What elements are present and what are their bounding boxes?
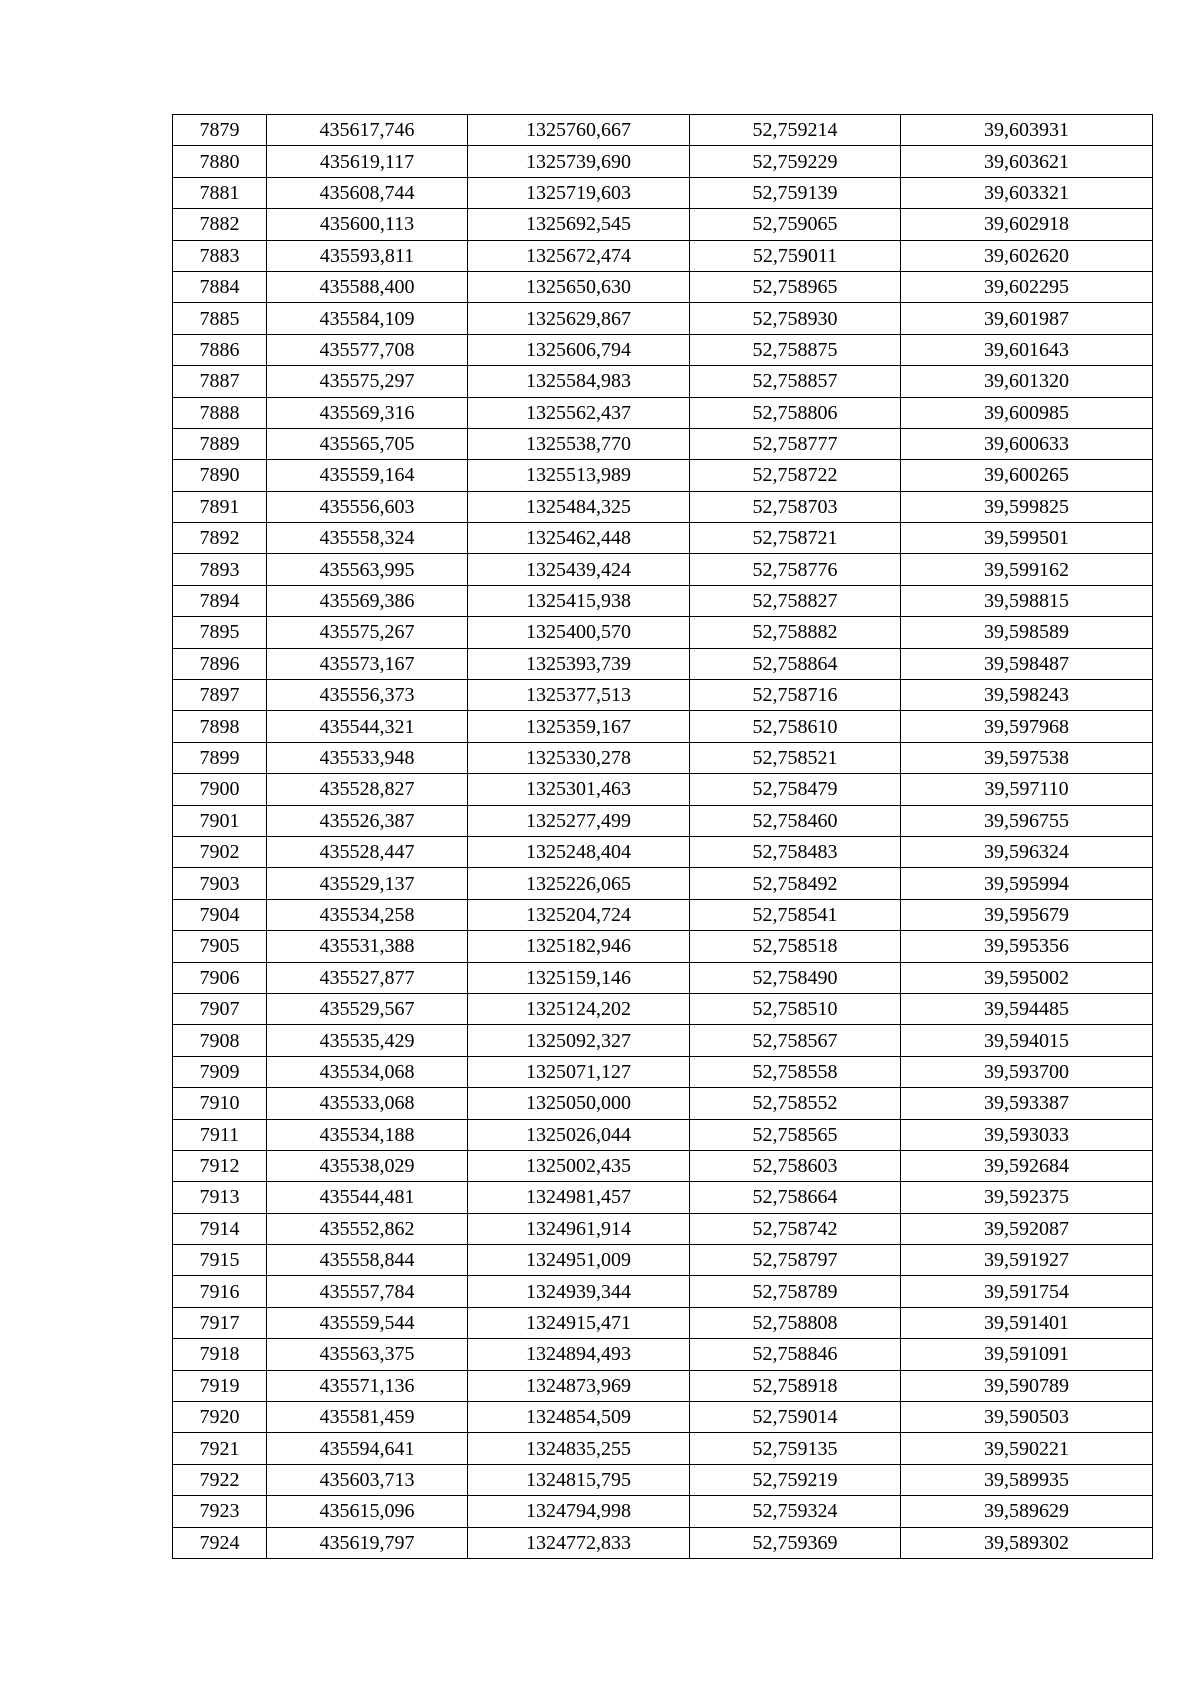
latitude-cell: 52,758558 bbox=[690, 1056, 901, 1087]
y-coordinate-cell: 1325692,545 bbox=[468, 209, 690, 240]
y-coordinate-cell: 1325484,325 bbox=[468, 491, 690, 522]
x-coordinate-cell: 435557,784 bbox=[267, 1276, 468, 1307]
x-coordinate-cell: 435581,459 bbox=[267, 1402, 468, 1433]
longitude-cell: 39,598815 bbox=[901, 585, 1153, 616]
table-row bbox=[173, 303, 1153, 334]
table-row bbox=[173, 1464, 1153, 1495]
x-coordinate-cell: 435569,386 bbox=[267, 585, 468, 616]
y-coordinate-cell: 1325248,404 bbox=[468, 836, 690, 867]
latitude-cell: 52,759214 bbox=[690, 115, 901, 146]
x-coordinate-cell: 435534,068 bbox=[267, 1056, 468, 1087]
x-coordinate-cell: 435535,429 bbox=[267, 1025, 468, 1056]
longitude-cell: 39,598487 bbox=[901, 648, 1153, 679]
table-row bbox=[173, 1150, 1153, 1181]
longitude-cell: 39,591927 bbox=[901, 1245, 1153, 1276]
longitude-cell: 39,590503 bbox=[901, 1402, 1153, 1433]
table-row bbox=[173, 209, 1153, 240]
longitude-cell: 39,589629 bbox=[901, 1496, 1153, 1527]
table-row bbox=[173, 491, 1153, 522]
x-coordinate-cell: 435575,297 bbox=[267, 366, 468, 397]
x-coordinate-cell: 435563,375 bbox=[267, 1339, 468, 1370]
point-number-cell: 7906 bbox=[173, 962, 267, 993]
point-number-cell: 7909 bbox=[173, 1056, 267, 1087]
longitude-cell: 39,600265 bbox=[901, 460, 1153, 491]
longitude-cell: 39,602918 bbox=[901, 209, 1153, 240]
x-coordinate-cell: 435584,109 bbox=[267, 303, 468, 334]
x-coordinate-cell: 435571,136 bbox=[267, 1370, 468, 1401]
x-coordinate-cell: 435534,188 bbox=[267, 1119, 468, 1150]
point-number-cell: 7885 bbox=[173, 303, 267, 334]
longitude-cell: 39,596324 bbox=[901, 836, 1153, 867]
table-row bbox=[173, 1433, 1153, 1464]
table-row bbox=[173, 554, 1153, 585]
table-row bbox=[173, 1276, 1153, 1307]
point-number-cell: 7897 bbox=[173, 680, 267, 711]
latitude-cell: 52,758777 bbox=[690, 428, 901, 459]
table-row bbox=[173, 1245, 1153, 1276]
y-coordinate-cell: 1324794,998 bbox=[468, 1496, 690, 1527]
table-row bbox=[173, 334, 1153, 365]
y-coordinate-cell: 1325760,667 bbox=[468, 115, 690, 146]
latitude-cell: 52,758460 bbox=[690, 805, 901, 836]
point-number-cell: 7884 bbox=[173, 271, 267, 302]
point-number-cell: 7889 bbox=[173, 428, 267, 459]
latitude-cell: 52,759139 bbox=[690, 177, 901, 208]
latitude-cell: 52,758565 bbox=[690, 1119, 901, 1150]
longitude-cell: 39,589302 bbox=[901, 1527, 1153, 1558]
x-coordinate-cell: 435559,544 bbox=[267, 1307, 468, 1338]
x-coordinate-cell: 435619,117 bbox=[267, 146, 468, 177]
y-coordinate-cell: 1325650,630 bbox=[468, 271, 690, 302]
latitude-cell: 52,758776 bbox=[690, 554, 901, 585]
longitude-cell: 39,597538 bbox=[901, 742, 1153, 773]
latitude-cell: 52,758490 bbox=[690, 962, 901, 993]
table-row bbox=[173, 648, 1153, 679]
longitude-cell: 39,596755 bbox=[901, 805, 1153, 836]
y-coordinate-cell: 1325071,127 bbox=[468, 1056, 690, 1087]
latitude-cell: 52,758603 bbox=[690, 1150, 901, 1181]
table-row bbox=[173, 240, 1153, 271]
point-number-cell: 7899 bbox=[173, 742, 267, 773]
x-coordinate-cell: 435531,388 bbox=[267, 931, 468, 962]
latitude-cell: 52,758703 bbox=[690, 491, 901, 522]
latitude-cell: 52,758875 bbox=[690, 334, 901, 365]
latitude-cell: 52,759011 bbox=[690, 240, 901, 271]
x-coordinate-cell: 435558,324 bbox=[267, 523, 468, 554]
longitude-cell: 39,599501 bbox=[901, 523, 1153, 554]
table-row bbox=[173, 1402, 1153, 1433]
point-number-cell: 7902 bbox=[173, 836, 267, 867]
table-row bbox=[173, 1182, 1153, 1213]
y-coordinate-cell: 1324815,795 bbox=[468, 1464, 690, 1495]
longitude-cell: 39,600985 bbox=[901, 397, 1153, 428]
y-coordinate-cell: 1325672,474 bbox=[468, 240, 690, 271]
longitude-cell: 39,602620 bbox=[901, 240, 1153, 271]
y-coordinate-cell: 1325377,513 bbox=[468, 680, 690, 711]
x-coordinate-cell: 435617,746 bbox=[267, 115, 468, 146]
x-coordinate-cell: 435534,258 bbox=[267, 899, 468, 930]
y-coordinate-cell: 1325606,794 bbox=[468, 334, 690, 365]
point-number-cell: 7881 bbox=[173, 177, 267, 208]
point-number-cell: 7914 bbox=[173, 1213, 267, 1244]
y-coordinate-cell: 1324894,493 bbox=[468, 1339, 690, 1370]
point-number-cell: 7895 bbox=[173, 617, 267, 648]
longitude-cell: 39,599162 bbox=[901, 554, 1153, 585]
y-coordinate-cell: 1325393,739 bbox=[468, 648, 690, 679]
table-row bbox=[173, 271, 1153, 302]
latitude-cell: 52,758864 bbox=[690, 648, 901, 679]
table-row bbox=[173, 1370, 1153, 1401]
x-coordinate-cell: 435593,811 bbox=[267, 240, 468, 271]
y-coordinate-cell: 1325719,603 bbox=[468, 177, 690, 208]
latitude-cell: 52,758510 bbox=[690, 993, 901, 1024]
longitude-cell: 39,591754 bbox=[901, 1276, 1153, 1307]
x-coordinate-cell: 435573,167 bbox=[267, 648, 468, 679]
table-row bbox=[173, 460, 1153, 491]
x-coordinate-cell: 435533,068 bbox=[267, 1088, 468, 1119]
x-coordinate-cell: 435603,713 bbox=[267, 1464, 468, 1495]
latitude-cell: 52,758721 bbox=[690, 523, 901, 554]
longitude-cell: 39,594015 bbox=[901, 1025, 1153, 1056]
x-coordinate-cell: 435544,481 bbox=[267, 1182, 468, 1213]
latitude-cell: 52,758552 bbox=[690, 1088, 901, 1119]
table-row bbox=[173, 868, 1153, 899]
latitude-cell: 52,758610 bbox=[690, 711, 901, 742]
table-row bbox=[173, 1088, 1153, 1119]
y-coordinate-cell: 1325462,448 bbox=[468, 523, 690, 554]
point-number-cell: 7921 bbox=[173, 1433, 267, 1464]
x-coordinate-cell: 435608,744 bbox=[267, 177, 468, 208]
latitude-cell: 52,759229 bbox=[690, 146, 901, 177]
y-coordinate-cell: 1325415,938 bbox=[468, 585, 690, 616]
longitude-cell: 39,597968 bbox=[901, 711, 1153, 742]
x-coordinate-cell: 435619,797 bbox=[267, 1527, 468, 1558]
table-row bbox=[173, 366, 1153, 397]
point-number-cell: 7892 bbox=[173, 523, 267, 554]
table-row bbox=[173, 1056, 1153, 1087]
latitude-cell: 52,758930 bbox=[690, 303, 901, 334]
x-coordinate-cell: 435529,137 bbox=[267, 868, 468, 899]
point-number-cell: 7903 bbox=[173, 868, 267, 899]
point-number-cell: 7908 bbox=[173, 1025, 267, 1056]
y-coordinate-cell: 1325277,499 bbox=[468, 805, 690, 836]
point-number-cell: 7886 bbox=[173, 334, 267, 365]
y-coordinate-cell: 1325159,146 bbox=[468, 962, 690, 993]
x-coordinate-cell: 435527,877 bbox=[267, 962, 468, 993]
longitude-cell: 39,595002 bbox=[901, 962, 1153, 993]
x-coordinate-cell: 435615,096 bbox=[267, 1496, 468, 1527]
table-row bbox=[173, 931, 1153, 962]
table-row bbox=[173, 993, 1153, 1024]
latitude-cell: 52,758567 bbox=[690, 1025, 901, 1056]
y-coordinate-cell: 1324915,471 bbox=[468, 1307, 690, 1338]
longitude-cell: 39,594485 bbox=[901, 993, 1153, 1024]
x-coordinate-cell: 435552,862 bbox=[267, 1213, 468, 1244]
table-row bbox=[173, 899, 1153, 930]
point-number-cell: 7922 bbox=[173, 1464, 267, 1495]
point-number-cell: 7887 bbox=[173, 366, 267, 397]
y-coordinate-cell: 1325002,435 bbox=[468, 1150, 690, 1181]
point-number-cell: 7890 bbox=[173, 460, 267, 491]
longitude-cell: 39,589935 bbox=[901, 1464, 1153, 1495]
y-coordinate-cell: 1325182,946 bbox=[468, 931, 690, 962]
y-coordinate-cell: 1324854,509 bbox=[468, 1402, 690, 1433]
latitude-cell: 52,758541 bbox=[690, 899, 901, 930]
latitude-cell: 52,758492 bbox=[690, 868, 901, 899]
longitude-cell: 39,595679 bbox=[901, 899, 1153, 930]
longitude-cell: 39,601987 bbox=[901, 303, 1153, 334]
longitude-cell: 39,601320 bbox=[901, 366, 1153, 397]
y-coordinate-cell: 1325400,570 bbox=[468, 617, 690, 648]
x-coordinate-cell: 435569,316 bbox=[267, 397, 468, 428]
latitude-cell: 52,759014 bbox=[690, 1402, 901, 1433]
point-number-cell: 7893 bbox=[173, 554, 267, 585]
y-coordinate-cell: 1325092,327 bbox=[468, 1025, 690, 1056]
point-number-cell: 7905 bbox=[173, 931, 267, 962]
table-row bbox=[173, 523, 1153, 554]
point-number-cell: 7916 bbox=[173, 1276, 267, 1307]
y-coordinate-cell: 1325330,278 bbox=[468, 742, 690, 773]
longitude-cell: 39,598243 bbox=[901, 680, 1153, 711]
point-number-cell: 7917 bbox=[173, 1307, 267, 1338]
table-row bbox=[173, 1025, 1153, 1056]
y-coordinate-cell: 1325359,167 bbox=[468, 711, 690, 742]
longitude-cell: 39,593387 bbox=[901, 1088, 1153, 1119]
y-coordinate-cell: 1325538,770 bbox=[468, 428, 690, 459]
point-number-cell: 7888 bbox=[173, 397, 267, 428]
longitude-cell: 39,601643 bbox=[901, 334, 1153, 365]
latitude-cell: 52,759065 bbox=[690, 209, 901, 240]
longitude-cell: 39,592375 bbox=[901, 1182, 1153, 1213]
x-coordinate-cell: 435556,373 bbox=[267, 680, 468, 711]
longitude-cell: 39,595994 bbox=[901, 868, 1153, 899]
point-number-cell: 7919 bbox=[173, 1370, 267, 1401]
point-number-cell: 7883 bbox=[173, 240, 267, 271]
x-coordinate-cell: 435577,708 bbox=[267, 334, 468, 365]
table-row bbox=[173, 585, 1153, 616]
y-coordinate-cell: 1325584,983 bbox=[468, 366, 690, 397]
y-coordinate-cell: 1325124,202 bbox=[468, 993, 690, 1024]
table-row bbox=[173, 397, 1153, 428]
longitude-cell: 39,603931 bbox=[901, 115, 1153, 146]
x-coordinate-cell: 435556,603 bbox=[267, 491, 468, 522]
table-row bbox=[173, 836, 1153, 867]
y-coordinate-cell: 1324951,009 bbox=[468, 1245, 690, 1276]
point-number-cell: 7913 bbox=[173, 1182, 267, 1213]
x-coordinate-cell: 435563,995 bbox=[267, 554, 468, 585]
x-coordinate-cell: 435526,387 bbox=[267, 805, 468, 836]
longitude-cell: 39,593033 bbox=[901, 1119, 1153, 1150]
point-number-cell: 7894 bbox=[173, 585, 267, 616]
latitude-cell: 52,758965 bbox=[690, 271, 901, 302]
longitude-cell: 39,602295 bbox=[901, 271, 1153, 302]
y-coordinate-cell: 1324981,457 bbox=[468, 1182, 690, 1213]
latitude-cell: 52,759135 bbox=[690, 1433, 901, 1464]
latitude-cell: 52,758882 bbox=[690, 617, 901, 648]
y-coordinate-cell: 1324873,969 bbox=[468, 1370, 690, 1401]
point-number-cell: 7910 bbox=[173, 1088, 267, 1119]
x-coordinate-cell: 435600,113 bbox=[267, 209, 468, 240]
point-number-cell: 7918 bbox=[173, 1339, 267, 1370]
x-coordinate-cell: 435533,948 bbox=[267, 742, 468, 773]
table-row bbox=[173, 428, 1153, 459]
latitude-cell: 52,759369 bbox=[690, 1527, 901, 1558]
point-number-cell: 7904 bbox=[173, 899, 267, 930]
latitude-cell: 52,758716 bbox=[690, 680, 901, 711]
y-coordinate-cell: 1325629,867 bbox=[468, 303, 690, 334]
longitude-cell: 39,598589 bbox=[901, 617, 1153, 648]
table-row bbox=[173, 742, 1153, 773]
table-row bbox=[173, 680, 1153, 711]
longitude-cell: 39,603621 bbox=[901, 146, 1153, 177]
longitude-cell: 39,592087 bbox=[901, 1213, 1153, 1244]
y-coordinate-cell: 1325439,424 bbox=[468, 554, 690, 585]
x-coordinate-cell: 435538,029 bbox=[267, 1150, 468, 1181]
point-number-cell: 7896 bbox=[173, 648, 267, 679]
table-row bbox=[173, 146, 1153, 177]
latitude-cell: 52,758483 bbox=[690, 836, 901, 867]
longitude-cell: 39,600633 bbox=[901, 428, 1153, 459]
x-coordinate-cell: 435594,641 bbox=[267, 1433, 468, 1464]
y-coordinate-cell: 1325026,044 bbox=[468, 1119, 690, 1150]
longitude-cell: 39,595356 bbox=[901, 931, 1153, 962]
x-coordinate-cell: 435588,400 bbox=[267, 271, 468, 302]
point-number-cell: 7920 bbox=[173, 1402, 267, 1433]
x-coordinate-cell: 435558,844 bbox=[267, 1245, 468, 1276]
table-row bbox=[173, 115, 1153, 146]
x-coordinate-cell: 435544,321 bbox=[267, 711, 468, 742]
table-row bbox=[173, 962, 1153, 993]
latitude-cell: 52,758722 bbox=[690, 460, 901, 491]
point-number-cell: 7882 bbox=[173, 209, 267, 240]
longitude-cell: 39,590221 bbox=[901, 1433, 1153, 1464]
latitude-cell: 52,758521 bbox=[690, 742, 901, 773]
longitude-cell: 39,591401 bbox=[901, 1307, 1153, 1338]
point-number-cell: 7915 bbox=[173, 1245, 267, 1276]
point-number-cell: 7898 bbox=[173, 711, 267, 742]
y-coordinate-cell: 1325739,690 bbox=[468, 146, 690, 177]
point-number-cell: 7924 bbox=[173, 1527, 267, 1558]
latitude-cell: 52,758518 bbox=[690, 931, 901, 962]
y-coordinate-cell: 1324835,255 bbox=[468, 1433, 690, 1464]
table-row bbox=[173, 1496, 1153, 1527]
latitude-cell: 52,758742 bbox=[690, 1213, 901, 1244]
point-number-cell: 7880 bbox=[173, 146, 267, 177]
table-row bbox=[173, 1339, 1153, 1370]
y-coordinate-cell: 1325204,724 bbox=[468, 899, 690, 930]
latitude-cell: 52,758797 bbox=[690, 1245, 901, 1276]
table-row bbox=[173, 1213, 1153, 1244]
latitude-cell: 52,758827 bbox=[690, 585, 901, 616]
table-row bbox=[173, 774, 1153, 805]
x-coordinate-cell: 435565,705 bbox=[267, 428, 468, 459]
latitude-cell: 52,758789 bbox=[690, 1276, 901, 1307]
y-coordinate-cell: 1325562,437 bbox=[468, 397, 690, 428]
latitude-cell: 52,759219 bbox=[690, 1464, 901, 1495]
point-number-cell: 7907 bbox=[173, 993, 267, 1024]
point-number-cell: 7923 bbox=[173, 1496, 267, 1527]
table-row bbox=[173, 177, 1153, 208]
longitude-cell: 39,597110 bbox=[901, 774, 1153, 805]
point-number-cell: 7912 bbox=[173, 1150, 267, 1181]
x-coordinate-cell: 435529,567 bbox=[267, 993, 468, 1024]
latitude-cell: 52,758857 bbox=[690, 366, 901, 397]
coordinates-table-body bbox=[173, 115, 1153, 1559]
x-coordinate-cell: 435528,447 bbox=[267, 836, 468, 867]
x-coordinate-cell: 435575,267 bbox=[267, 617, 468, 648]
latitude-cell: 52,758806 bbox=[690, 397, 901, 428]
point-number-cell: 7891 bbox=[173, 491, 267, 522]
longitude-cell: 39,603321 bbox=[901, 177, 1153, 208]
latitude-cell: 52,758664 bbox=[690, 1182, 901, 1213]
table-row bbox=[173, 1527, 1153, 1558]
longitude-cell: 39,590789 bbox=[901, 1370, 1153, 1401]
latitude-cell: 52,758846 bbox=[690, 1339, 901, 1370]
longitude-cell: 39,593700 bbox=[901, 1056, 1153, 1087]
latitude-cell: 52,758808 bbox=[690, 1307, 901, 1338]
longitude-cell: 39,599825 bbox=[901, 491, 1153, 522]
y-coordinate-cell: 1325226,065 bbox=[468, 868, 690, 899]
y-coordinate-cell: 1324772,833 bbox=[468, 1527, 690, 1558]
y-coordinate-cell: 1324939,344 bbox=[468, 1276, 690, 1307]
table-row bbox=[173, 1307, 1153, 1338]
table-row bbox=[173, 617, 1153, 648]
point-number-cell: 7911 bbox=[173, 1119, 267, 1150]
point-number-cell: 7900 bbox=[173, 774, 267, 805]
longitude-cell: 39,591091 bbox=[901, 1339, 1153, 1370]
table-row bbox=[173, 711, 1153, 742]
y-coordinate-cell: 1325050,000 bbox=[468, 1088, 690, 1119]
longitude-cell: 39,592684 bbox=[901, 1150, 1153, 1181]
table-row bbox=[173, 1119, 1153, 1150]
point-number-cell: 7901 bbox=[173, 805, 267, 836]
table-row bbox=[173, 805, 1153, 836]
latitude-cell: 52,758918 bbox=[690, 1370, 901, 1401]
x-coordinate-cell: 435528,827 bbox=[267, 774, 468, 805]
latitude-cell: 52,758479 bbox=[690, 774, 901, 805]
y-coordinate-cell: 1324961,914 bbox=[468, 1213, 690, 1244]
y-coordinate-cell: 1325301,463 bbox=[468, 774, 690, 805]
latitude-cell: 52,759324 bbox=[690, 1496, 901, 1527]
coordinates-table bbox=[172, 114, 1153, 1559]
x-coordinate-cell: 435559,164 bbox=[267, 460, 468, 491]
point-number-cell: 7879 bbox=[173, 115, 267, 146]
y-coordinate-cell: 1325513,989 bbox=[468, 460, 690, 491]
